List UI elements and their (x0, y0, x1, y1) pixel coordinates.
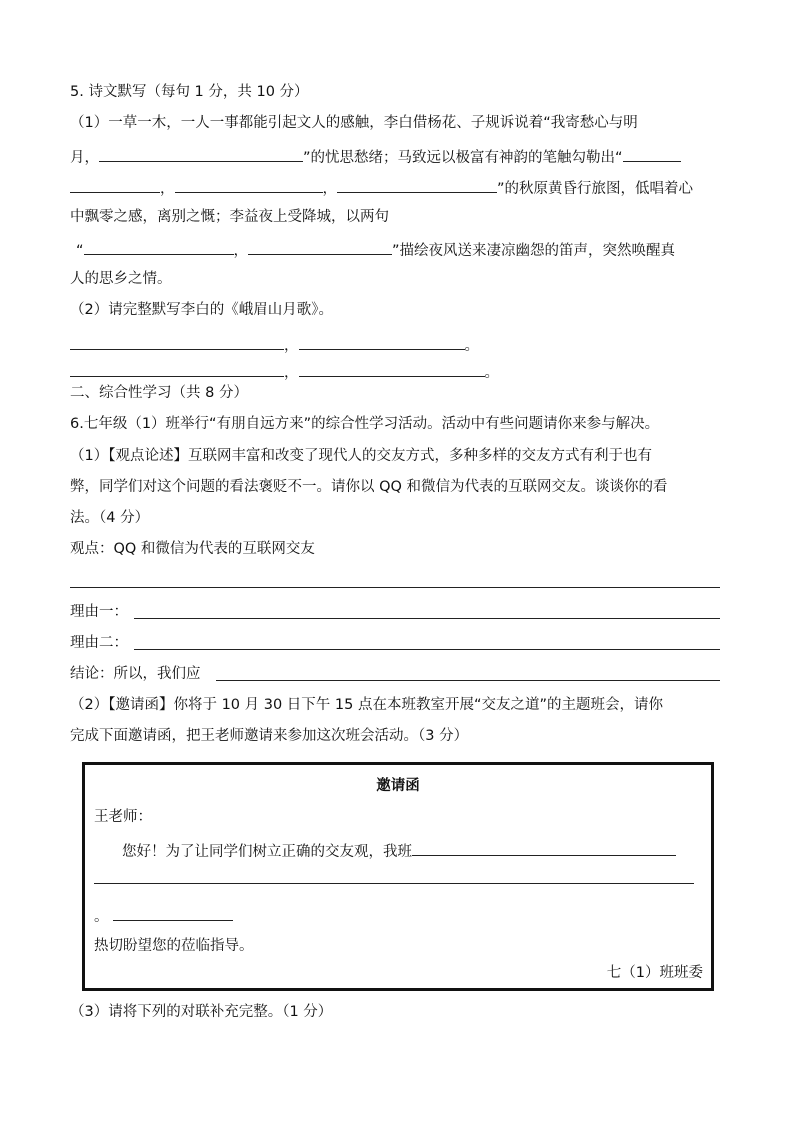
q5-p2: （2）请完整默写李白的《峨眉山月歌》。 (70, 302, 333, 318)
invitation-salutation: 王老师： (94, 809, 152, 825)
answer-blank[interactable] (70, 333, 284, 350)
answer-blank[interactable] (299, 360, 485, 377)
invitation-period-line (94, 904, 233, 927)
answer-blank[interactable] (623, 145, 681, 162)
q6-view-label: 观点：QQ 和微信为代表的互联网交友 (70, 541, 315, 557)
q6-s3: （3）请将下列的对联补充完整。（1 分） (70, 1004, 333, 1020)
answer-blank[interactable] (84, 238, 234, 255)
invitation-box (82, 762, 714, 991)
q6-s2-line2: 完成下面邀请函，把王老师邀请来参加这次班会活动。（3 分） (70, 728, 469, 744)
text: ”描绘夜风送来凄凉幽怨的笛声，突然唤醒真 (392, 243, 676, 259)
text: 您好！为了让同学们树立正确的交友观，我班 (122, 844, 412, 860)
answer-blank[interactable] (70, 360, 284, 377)
reason2-label: 理由二： (70, 635, 128, 651)
q5-p1-line1: （1）一草一木，一人一事都能引起文人的感触，李白借杨花、子规诉说着“我寄愁心与明 (70, 115, 638, 131)
section2-heading: 二、综合性学习（共 8 分） (70, 385, 248, 401)
reason1-answer-line[interactable] (134, 618, 720, 619)
text: 。 (484, 365, 499, 381)
q6-s1-line3: 法。（4 分） (70, 510, 150, 526)
answer-blank[interactable] (337, 176, 497, 193)
invitation-closing: 热切盼望您的莅临指导。 (94, 938, 254, 954)
answer-blank[interactable] (299, 333, 465, 350)
conclusion-answer-line[interactable] (216, 680, 720, 681)
text: ”的秋原黄昏行旅图，低唱着心 (497, 181, 694, 197)
q5-p1-line6: 人的思乡之情。 (70, 271, 172, 287)
text: 月， (70, 150, 99, 166)
answer-blank[interactable] (70, 176, 160, 193)
text: ， (284, 365, 299, 381)
q5-p1-line3 (70, 176, 693, 199)
text: ， (284, 338, 299, 354)
answer-blank[interactable] (113, 904, 233, 921)
answer-blank[interactable] (99, 145, 303, 162)
answer-blank[interactable] (412, 839, 676, 856)
text: 。 (94, 909, 109, 925)
invitation-signature: 七（1）班班委 (606, 965, 703, 981)
q5-p1-line2 (70, 145, 681, 168)
q6-s2-line1: （2）【邀请函】你将于 10 月 30 日下午 15 点在本班教室开展“交友之道”的主题班会，请你 (70, 697, 664, 713)
conclusion-label: 结论：所以，我们应 (70, 666, 201, 682)
q6-s1-line1: （1）【观点论述】互联网丰富和改变了现代人的交友方式，多种多样的交友方式有利于也有 (70, 448, 652, 464)
text: ， (233, 243, 249, 259)
q5-p1-line5 (76, 238, 675, 261)
text: “ (76, 243, 84, 259)
q6-intro: 6.七年级（1）班举行“有朋自远方来”的综合性学习活动。活动中有些问题请你来参与解决。 (70, 416, 660, 432)
text: ”的忧思愁绪；马致远以极富有神韵的笔触勾勒出“ (303, 150, 623, 166)
invitation-title: 邀请函 (376, 778, 420, 794)
poem-line-2 (70, 360, 499, 383)
q6-s1-line2: 弊，同学们对这个问题的看法褒贬不一。请你以 QQ 和微信为代表的互联网交友。谈谈你的看 (70, 479, 668, 495)
answer-blank[interactable] (175, 176, 323, 193)
answer-blank[interactable] (248, 238, 392, 255)
text: 。 (464, 338, 479, 354)
reason2-answer-line[interactable] (134, 649, 720, 650)
q5-heading: 5. 诗文默写（每句 1 分，共 10 分） (70, 84, 309, 100)
invitation-body (122, 839, 676, 862)
poem-line-1 (70, 333, 479, 356)
q5-p1-line4: 中飘零之感，离别之慨；李益夜上受降城，以两句 (70, 209, 389, 225)
answer-line[interactable] (70, 587, 720, 588)
reason1-label: 理由一： (70, 604, 128, 620)
text: ， (322, 181, 337, 197)
text: ， (160, 181, 175, 197)
answer-line[interactable] (94, 883, 694, 884)
